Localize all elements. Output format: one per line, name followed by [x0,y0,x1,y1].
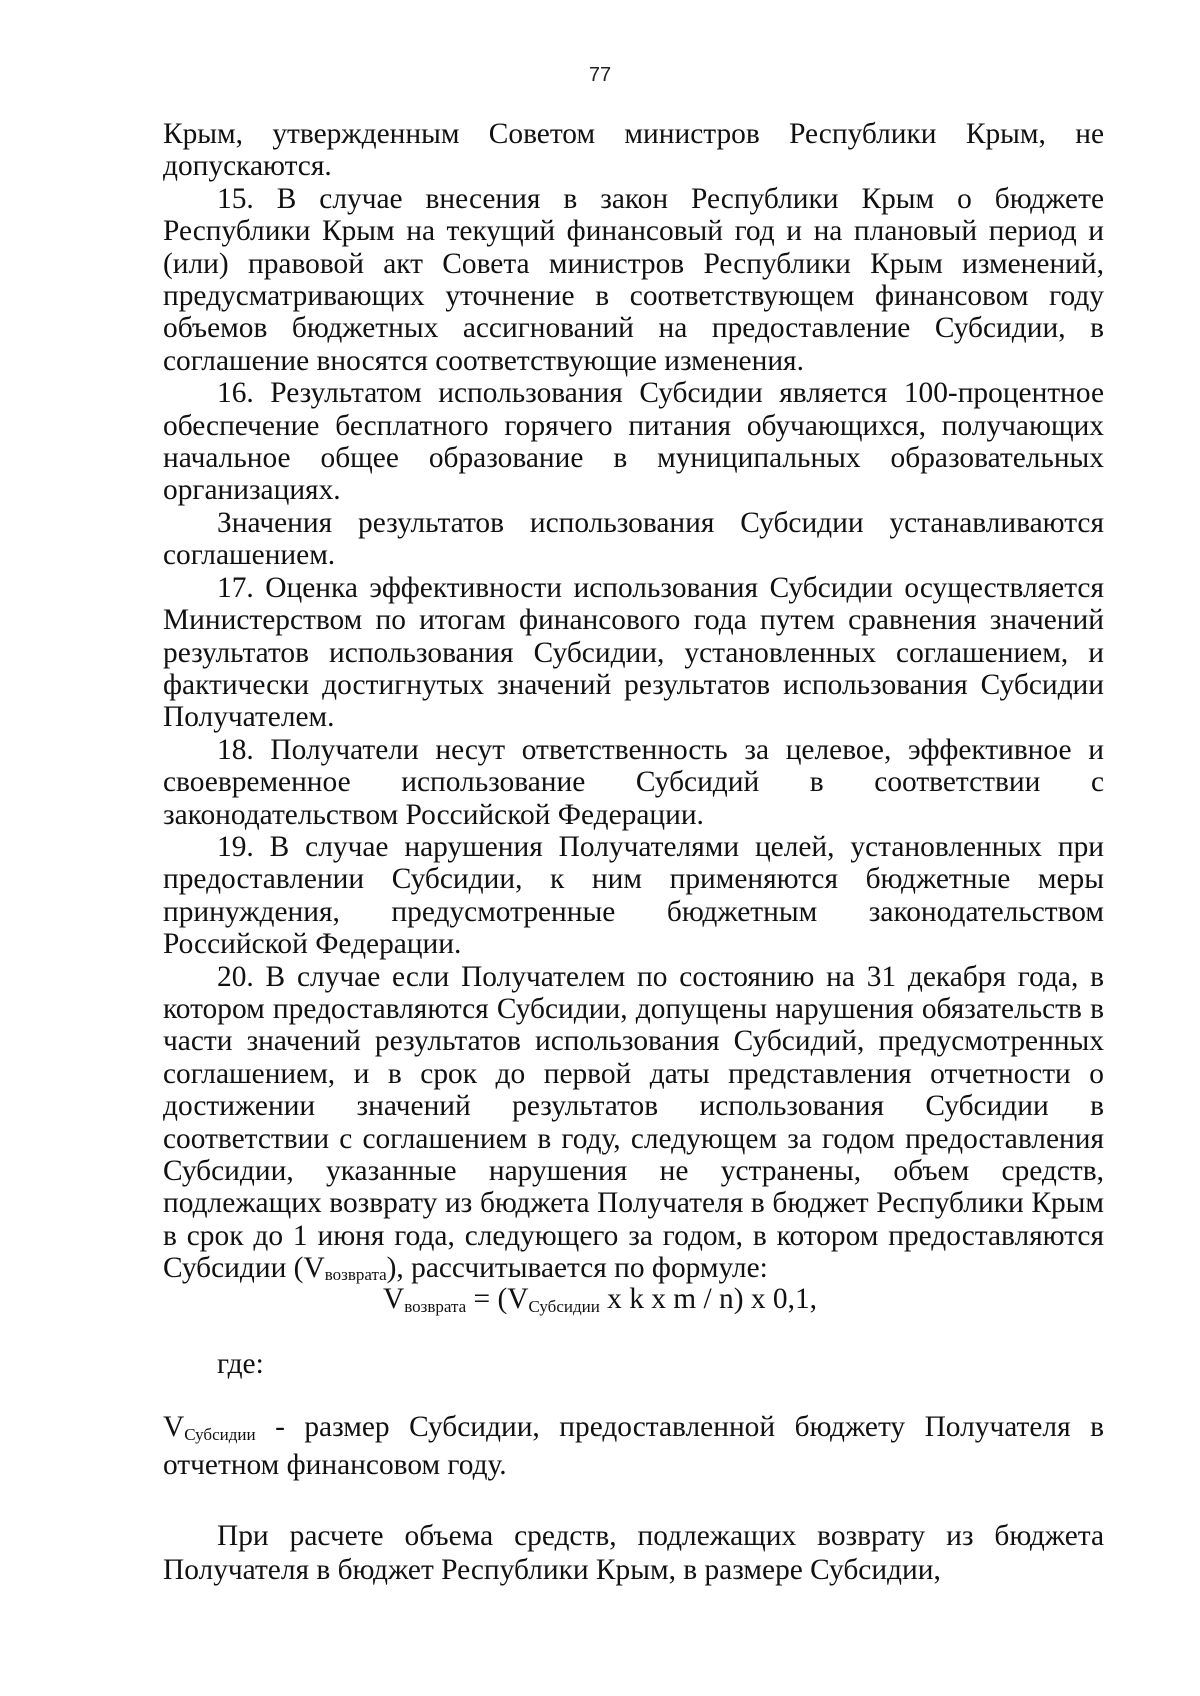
paragraph-15: 15. В случае внесения в закон Республики Крым о бюджете Республики Крым на текущий финансовый год и на плановый период и (или) правовой акт Совета министров Республики Крым изменений, предусматривающих уточнение в соответствующем финансовом году объемов бюджетных ассигнований на предоставление Субсидии, в соглашение вносятся соответствующие изменения. [163,182,1104,377]
definition-subsidy [163,1410,1104,1482]
paragraph-20-subscript: возврата [324,1265,387,1285]
formula-v-subscript: возврата [404,1297,467,1316]
definition-symbol: V [163,1411,185,1443]
paragraph-18: 18. Получатели несут ответственность за целевое, эффективное и своевременное использование Субсидий в соответствии с законодательством Российской Федерации. [163,733,1104,831]
where-label: где: [217,1348,264,1380]
paragraph-16: 16. Результатом использования Субсидии является 100-процентное обеспечение бесплатного горячего питания обучающихся, получающих начальное общее образование в муниципальных образовательных организациях. [163,377,1104,507]
paragraph-17: 17. Оценка эффективности использования Субсидии осуществляется Министерством по итогам финансового года путем сравнения значений результатов использования Субсидии, установленных соглашением, и фактически достигнутых значений результатов использования Субсидии Получателем. [163,571,1104,734]
formula-subsidy-subscript: Субсидии [528,1297,600,1316]
document-body [163,118,1104,1289]
refund-formula [0,1281,1200,1321]
paragraph-20 [163,961,1104,1289]
paragraph-final: При расчете объема средств, подлежащих возврату из бюджета Получателя в бюджет Республики Крым, в размере Субсидии, [163,1520,1104,1586]
paragraph-20-text-end: ), рассчитывается по формуле: [386,1252,768,1285]
paragraph-16-values: Значения результатов использования Субсидии устанавливаются соглашением. [163,506,1104,572]
paragraph-20-text: 20. В случае если Получателем по состоянию на 31 декабря года, в котором предоставляются Субсидии, допущены нарушения обязательств в части значений результатов использования Субсидий, предусмотренных соглашением, и в срок до первой даты представления отчетности о достижении значений результатов использования Субсидии в соответствии с соглашением в году, следующем за годом предоставления Субсидии, указанные нарушения не устранены, объем средств, подлежащих возврату из бюджета Получателя в бюджет Республики Крым в срок до 1 июня года, следующего за годом, в котором предоставляются Субсидии (V [163,960,1104,1285]
formula-v-symbol: V [383,1283,405,1315]
definition-symbol-subscript: Субсидии [184,1425,256,1444]
paragraph-continuation: Крым, утвержденным Советом министров Республики Крым, не допускаются. [163,118,1104,183]
formula-rest: x k x m / n) x 0,1, [599,1283,817,1315]
paragraph-19: 19. В случае нарушения Получателями целей, установленных при предоставлении Субсидии, к ним применяются бюджетные меры принуждения, предусмотренные бюджетным законодательством Российской Федерации. [163,830,1104,961]
page-number: 77 [588,64,612,86]
formula-equals: = (V [466,1283,529,1315]
definition-text: - размер Субсидии, предоставленной бюджету Получателя в отчетном финансовом году. [163,1411,1104,1481]
